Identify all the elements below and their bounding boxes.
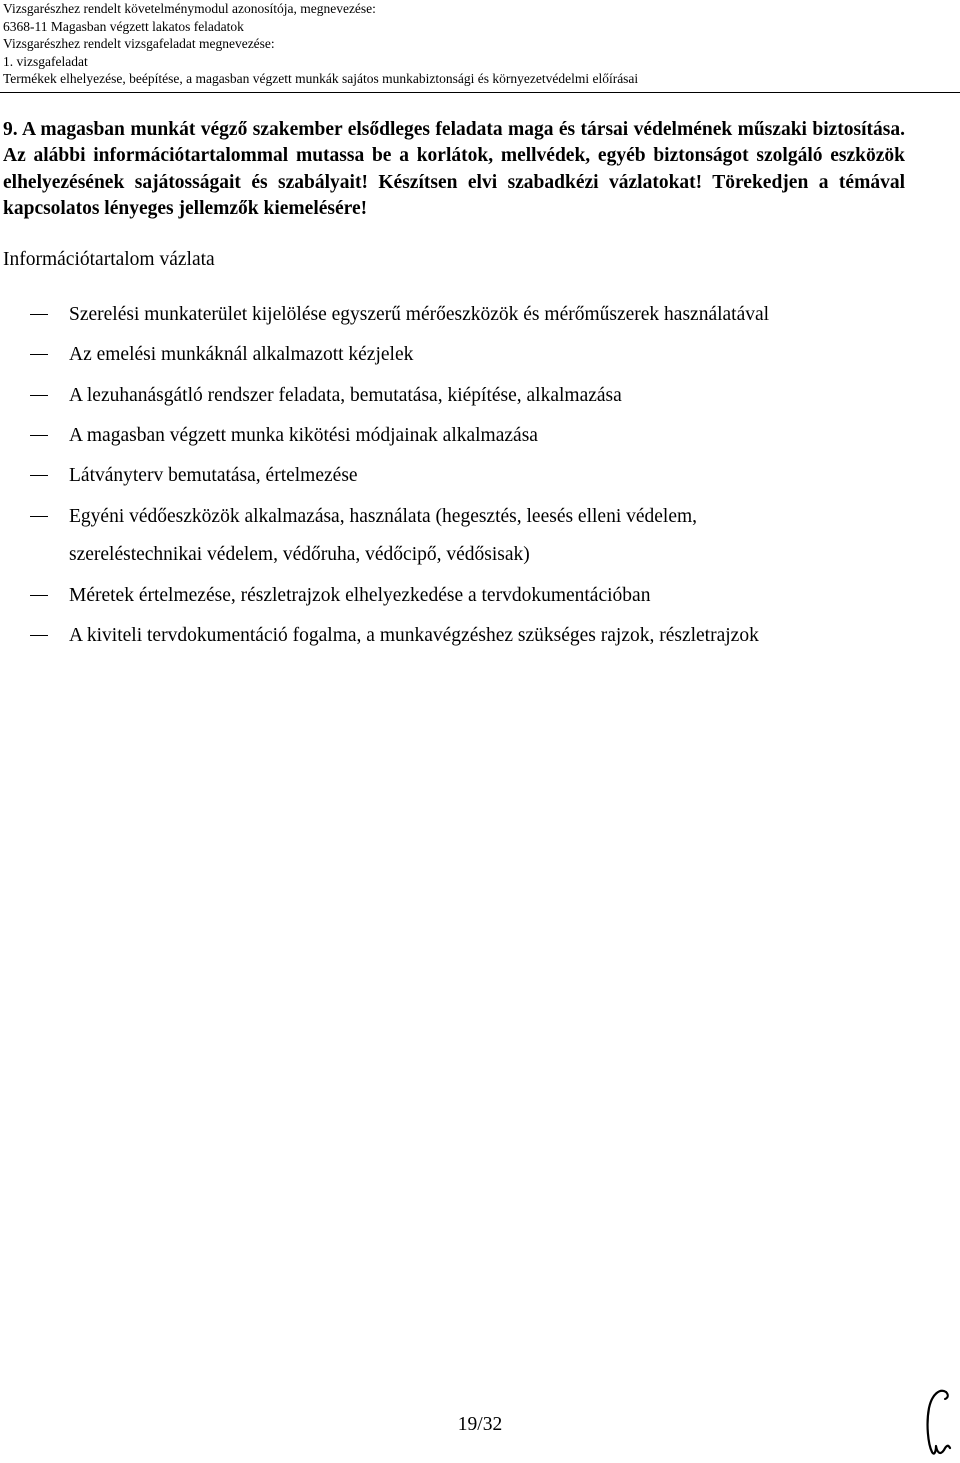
dash-bullet-icon <box>30 354 48 355</box>
info-title: Információtartalom vázlata <box>3 249 215 270</box>
header-line: Vizsgarészhez rendelt vizsgafeladat megnevezése: <box>3 36 275 51</box>
header-line: 1. vizsgafeladat <box>3 53 88 69</box>
dash-bullet-icon <box>30 395 48 396</box>
list-item-text: Méretek értelmezése, részletrajzok elhelyezkedése a tervdokumentációban <box>69 585 651 606</box>
task-description <box>3 117 905 223</box>
list-item-text: szereléstechnikai védelem, védőruha, védőcipő, védősisak) <box>69 544 530 565</box>
list-item-text: A lezuhanásgátló rendszer feladata, bemutatása, kiépítése, alkalmazása <box>69 385 622 406</box>
list-item-text: A magasban végzett munka kikötési módjainak alkalmazása <box>69 425 538 446</box>
list-item-text: Egyéni védőeszközök alkalmazása, használata (hegesztés, leesés elleni védelem, <box>69 506 698 527</box>
page-number: 19/32 <box>457 1414 503 1435</box>
dash-bullet-icon <box>30 475 48 476</box>
list-item-text: A kiviteli tervdokumentáció fogalma, a munkavégzéshez szükséges rajzok, részletrajzok <box>69 625 759 646</box>
header-line: Termékek elhelyezése, beépítése, a magasban végzett munkák sajátos munkabiztonsági és környezetvédelmi előírásai <box>3 71 639 86</box>
list-item-text: Szerelési munkaterület kijelölése egyszerű mérőeszközök és mérőműszerek használatával <box>69 304 770 325</box>
dash-bullet-icon <box>30 595 48 596</box>
dash-bullet-icon <box>30 635 48 636</box>
dash-bullet-icon <box>30 516 48 517</box>
signature-mark <box>918 1386 958 1458</box>
list-item-text: Az emelési munkáknál alkalmazott kézjelek <box>69 344 414 365</box>
list-item-text: Látványterv bemutatása, értelmezése <box>69 465 358 486</box>
task-text: 9. A magasban munkát végző szakember elsődleges feladata maga és társai védelmének műszaki biztosítása. Az alábbi információtartalommal mutassa be a korlátok, mellvédek, egyéb biztonságot szolgáló eszközök elhelyezésének sajátosságait és szabályait! Készítsen elvi szabadkézi vázlatokat! Törekedjen a témával kapcsolatos lényeges jellemzők kiemelésére! <box>3 119 905 220</box>
dash-bullet-icon <box>30 435 48 436</box>
header-line: Vizsgarészhez rendelt követelménymodul azonosítója, megnevezése: <box>3 1 376 16</box>
header-line: 6368-11 Magasban végzett lakatos feladatok <box>3 18 244 34</box>
document-header <box>3 0 953 88</box>
dash-bullet-icon <box>30 314 48 315</box>
header-divider <box>0 92 960 93</box>
